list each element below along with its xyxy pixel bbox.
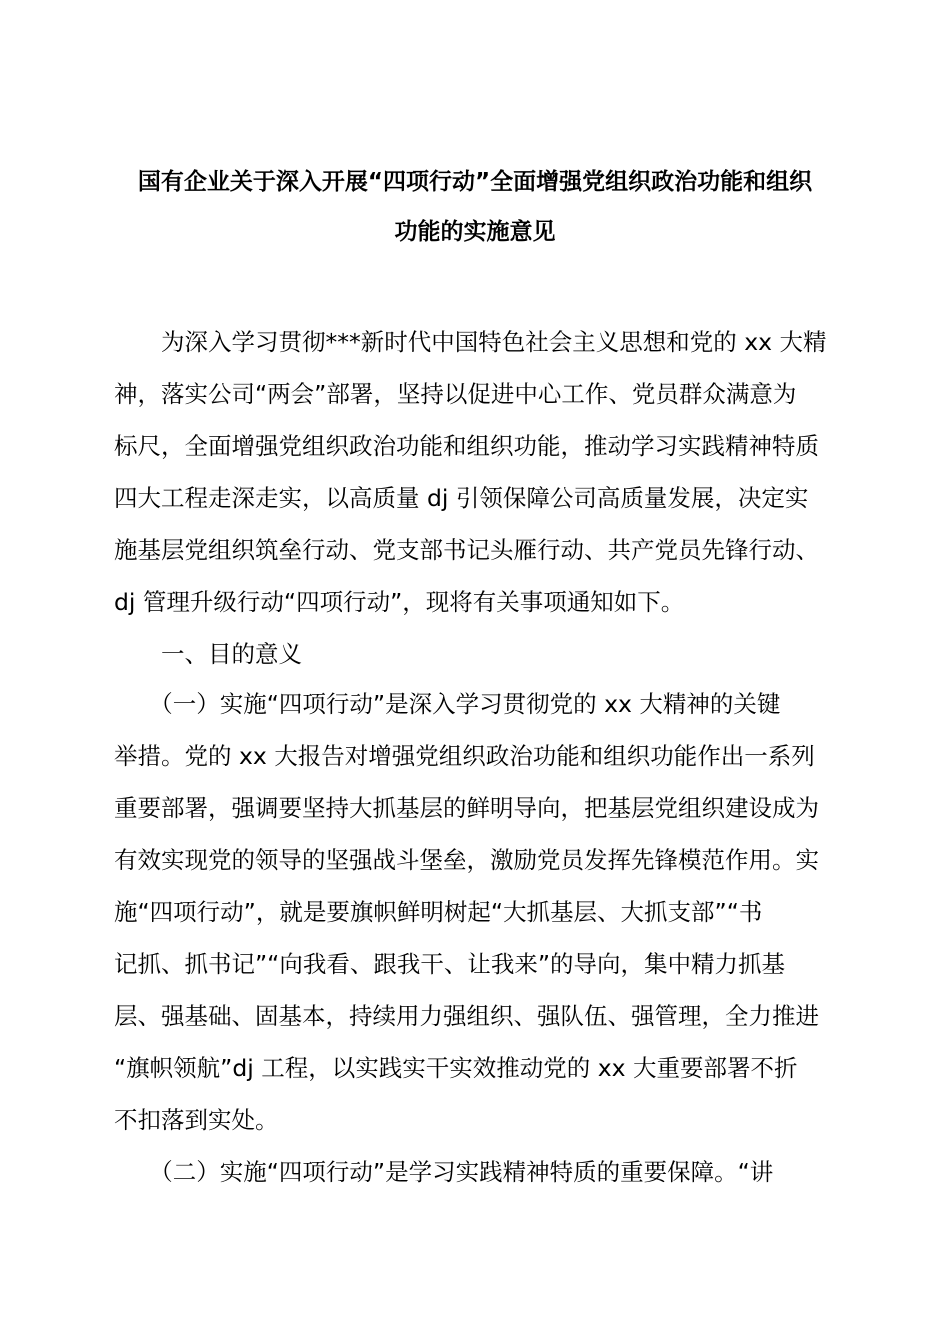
body-line: （二）实施“四项行动”是学习实践精神特质的重要保障。“讲: [114, 1158, 774, 1186]
document-title-line-1: 国有企业关于深入开展“四项行动”全面增强党组织政治功能和组织: [137, 169, 813, 195]
body-line: 神，落实公司“两会”部署，坚持以促进中心工作、党员群众满意为: [114, 380, 797, 408]
document-title-line-2: 功能的实施意见: [394, 219, 556, 245]
section-heading: 一、目的意义: [114, 640, 302, 668]
body-line: “旗帜领航”dj 工程，以实践实干实效推动党的 xx 大重要部署不折: [114, 1054, 798, 1082]
body-line: 施基层党组织筑垒行动、党支部书记头雁行动、共产党员先锋行动、: [114, 536, 819, 564]
body-line: 层、强基础、固基本，持续用力强组织、强队伍、强管理，全力推进: [114, 1002, 819, 1030]
body-line: dj 管理升级行动“四项行动”，现将有关事项通知如下。: [114, 588, 685, 616]
body-line: 施“四项行动”，就是要旗帜鲜明树起“大抓基层、大抓支部”“书: [114, 898, 763, 926]
body-line: 重要部署，强调要坚持大抓基层的鲜明导向，把基层党组织建设成为: [114, 794, 819, 822]
body-line: 为深入学习贯彻***新时代中国特色社会主义思想和党的 xx 大精: [114, 328, 827, 356]
body-line: 标尺，全面增强党组织政治功能和组织功能，推动学习实践精神特质: [114, 432, 819, 460]
body-line: （一）实施“四项行动”是深入学习贯彻党的 xx 大精神的关键: [114, 690, 781, 718]
body-line: 不扣落到实处。: [114, 1106, 279, 1134]
body-line: 有效实现党的领导的坚强战斗堡垒，激励党员发挥先锋模范作用。实: [114, 846, 819, 874]
body-line: 记抓、抓书记”“向我看、跟我干、让我来”的导向，集中精力抓基: [114, 950, 786, 978]
body-line: 四大工程走深走实，以高质量 dj 引领保障公司高质量发展，决定实: [114, 484, 809, 512]
body-line: 举措。党的 xx 大报告对增强党组织政治功能和组织功能作出一系列: [114, 742, 815, 770]
